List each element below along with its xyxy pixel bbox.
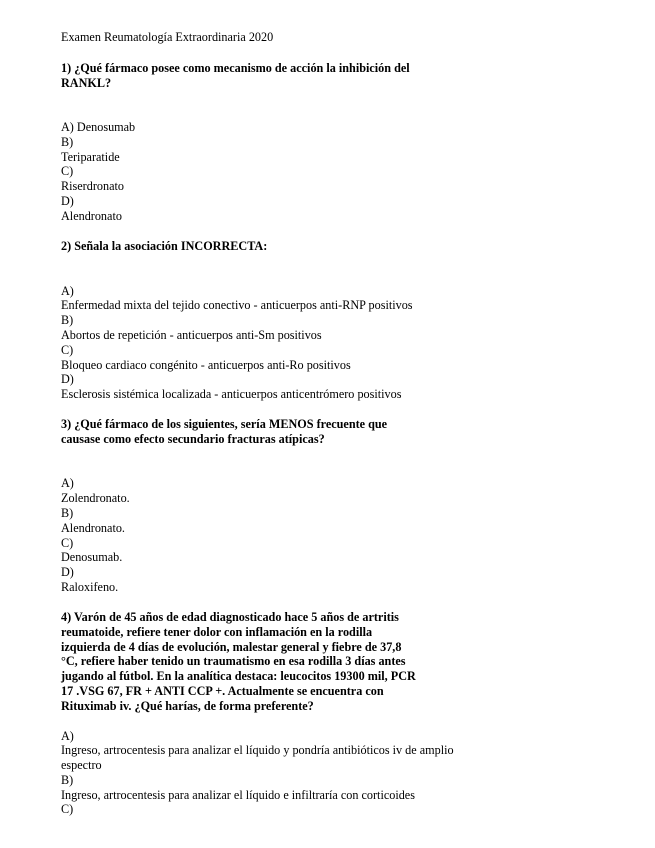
option-text: Abortos de repetición - anticuerpos anti-Sm positivos: [61, 328, 322, 342]
option-text: Ingreso, artrocentesis para analizar el líquido y pondría antibióticos iv de amplio: [61, 743, 454, 757]
option-letter: C): [61, 536, 74, 550]
question-text: 3) ¿Qué fármaco de los siguientes, sería MENOS frecuente que: [61, 417, 388, 431]
option-letter: B): [61, 135, 74, 149]
option-text: Raloxifeno.: [61, 580, 119, 594]
option-letter: D): [61, 194, 74, 208]
question-text: izquierda de 4 días de evolución, malestar general y fiebre de 37,8: [61, 640, 402, 654]
option-text: Esclerosis sistémica localizada - anticuerpos anticentrómero positivos: [61, 387, 402, 401]
option-letter: B): [61, 773, 74, 787]
option-text: Denosumab.: [61, 550, 123, 564]
option-text: Bloqueo cardiaco congénito - anticuerpos anti-Ro positivos: [61, 358, 351, 372]
option-letter: A): [61, 476, 74, 490]
option-text: Riserdronato: [61, 179, 124, 193]
question-text: reumatoide, refiere tener dolor con inflamación en la rodilla: [61, 625, 373, 639]
question-text: RANKL?: [61, 76, 112, 90]
option-text: espectro: [61, 758, 102, 772]
option-letter: A): [61, 120, 74, 134]
option-letter: A): [61, 729, 74, 743]
option-text: Enfermedad mixta del tejido conectivo - anticuerpos anti-RNP positivos: [61, 298, 413, 312]
option-text: Ingreso, artrocentesis para analizar el líquido e infiltraría con corticoides: [61, 788, 415, 802]
option-a: [61, 120, 135, 135]
option-text: Zolendronato.: [61, 491, 130, 505]
question-text: jugando al fútbol. En la analítica destaca: leucocitos 19300 mil, PCR: [61, 669, 416, 683]
document-header: Examen Reumatología Extraordinaria 2020: [61, 30, 274, 44]
option-text: Alendronato: [61, 209, 122, 223]
question-text: Rituximab iv. ¿Qué harías, de forma preferente?: [61, 699, 314, 713]
option-letter: C): [61, 802, 74, 816]
question-text: 4) Varón de 45 años de edad diagnosticado hace 5 años de artritis: [61, 610, 399, 624]
option-letter: D): [61, 565, 74, 579]
option-letter: D): [61, 372, 74, 386]
question-text: 17 .VSG 67, FR + ANTI CCP +. Actualmente se encuentra con: [61, 684, 384, 698]
option-text: Teriparatide: [61, 150, 120, 164]
question-text: °C, refiere haber tenido un traumatismo en esa rodilla 3 días antes: [61, 654, 406, 668]
option-text: Alendronato.: [61, 521, 125, 535]
option-letter: B): [61, 506, 74, 520]
option-letter: B): [61, 313, 74, 327]
option-letter: C): [61, 164, 74, 178]
option-letter: C): [61, 343, 74, 357]
question-text: 1) ¿Qué fármaco posee como mecanismo de acción la inhibición del: [61, 61, 410, 75]
option-letter: A): [61, 284, 74, 298]
question-text: 2) Señala la asociación INCORRECTA:: [61, 239, 268, 253]
option-text: Denosumab: [76, 120, 136, 134]
question-text: causase como efecto secundario fracturas atípicas?: [61, 432, 325, 446]
